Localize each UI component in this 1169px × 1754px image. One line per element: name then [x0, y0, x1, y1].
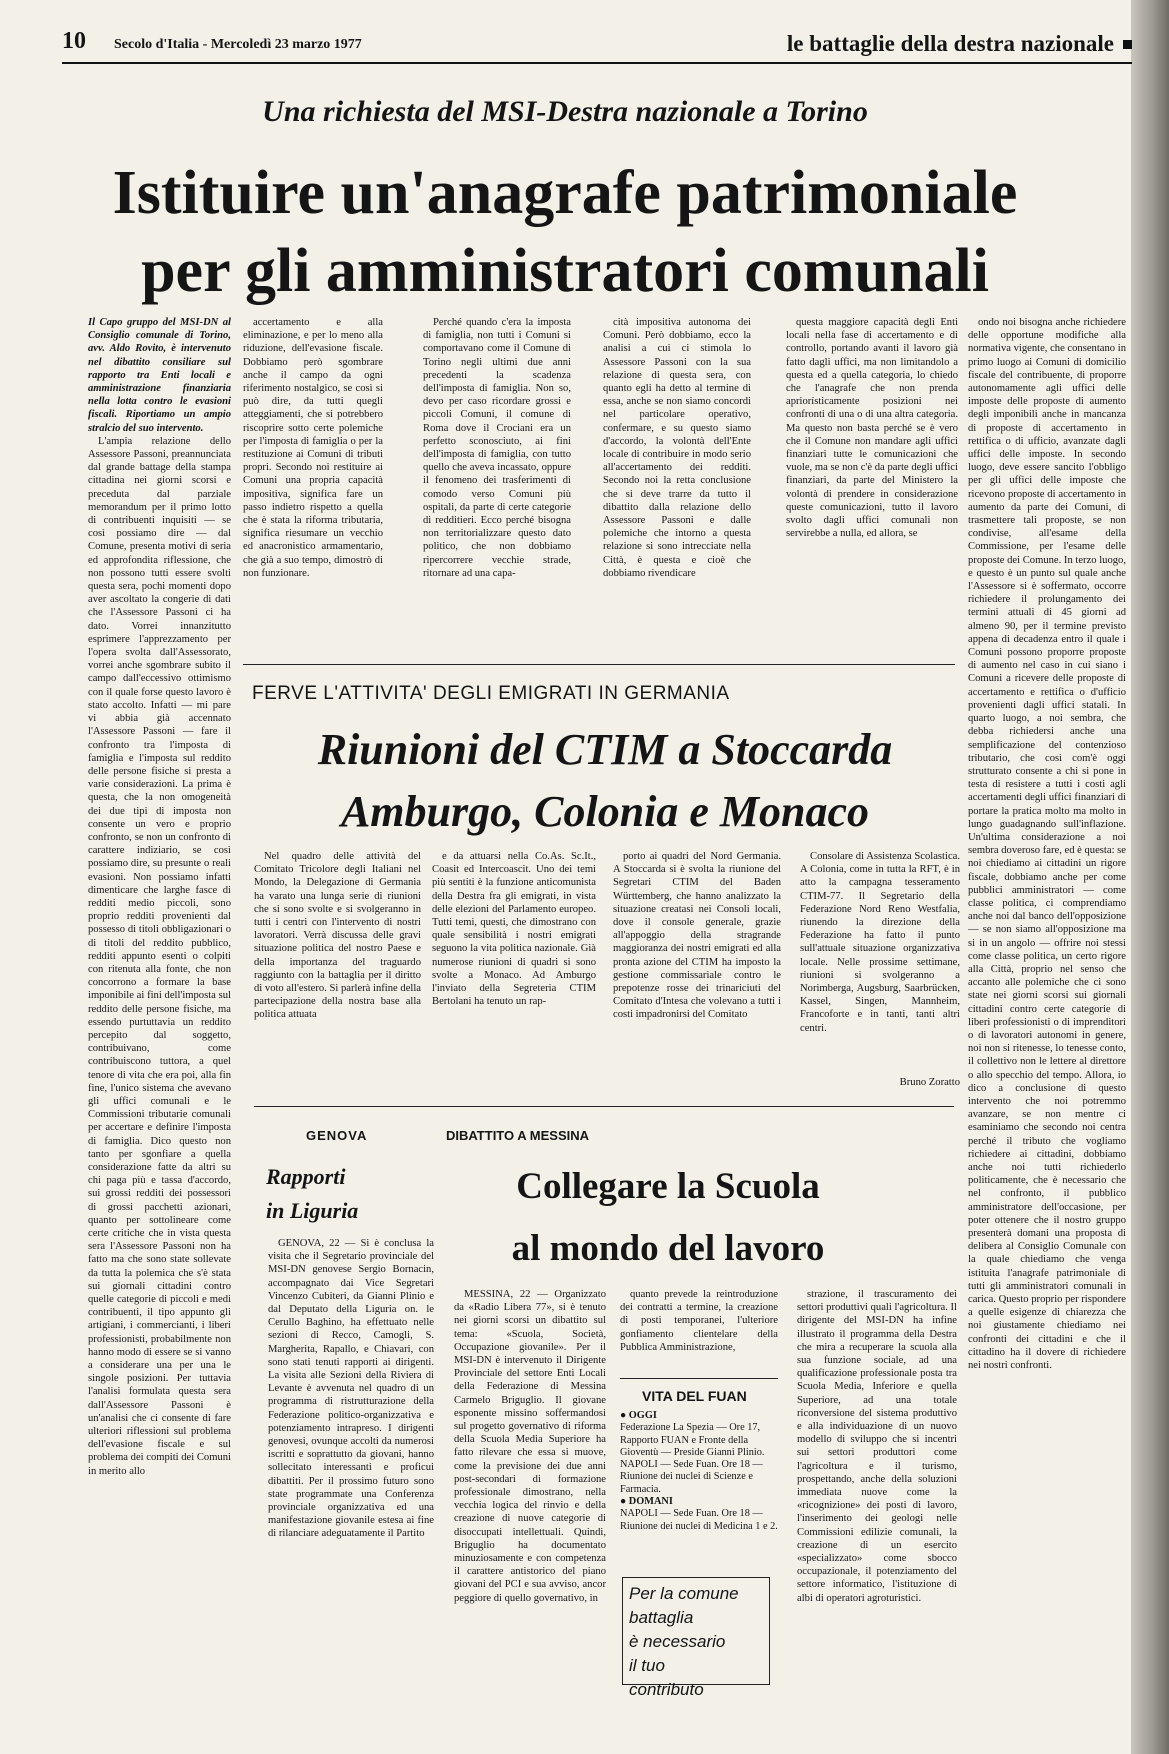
main-column-2 — [243, 316, 383, 640]
ctim-signature: Bruno Zoratto — [899, 1077, 960, 1088]
ctim-headline-line2: Amburgo, Colonia e Monaco — [340, 787, 870, 836]
messina-headline-line1: Collegare la Scuola — [516, 1166, 820, 1207]
main-body-col3: Perché quando c'era la imposta di famiglia, non tutti i Comuni si comportavano come il Comune di Torino negli ultimi due anni precedenti la scadenza dell'imposta di famiglia. Non so, devo per caso ricordare grossi e piccoli Comuni, il comune di Roma dove il Crociani era un perfetto sconosciuto, ai fini dell'imposta di famiglia, con tutto quello che aveva incassato, oppure il fenomeno dei trasferimenti di comodo verso Comuni più ospitali, da parte di certe categorie di redditieri. Ecco perché bisogna non territorializzare questo dato politico, che non dobbiamo ripercorrere vecchie strade, ritornare ad una capa- — [423, 317, 571, 579]
ctim-body-col4: Consolare di Assistenza Scolastica. A Colonia, come in tutta la RFT, è in atto la campagna tesseramento CTIM-77. Il Segretario della Federazione Nord Reno Westfalia, riunendo la direzione della Federazione ha fatto il punto sull'attuale situazione organizzativa locale. Nelle prossime settimane, riunioni si svolgeranno a Norimberga, Augsburg, Saarbrücken, Kassel, Singen, Mannheim, Francoforte e in tanti, tanti altri centri. — [800, 851, 960, 1034]
ctim-strap: FERVE L'ATTIVITA' DEGLI EMIGRATI IN GERMANIA — [252, 683, 730, 704]
box-line-4: il tuo — [629, 1656, 665, 1675]
messina-headline-line2: al mondo del lavoro — [511, 1228, 825, 1269]
main-column-3 — [423, 316, 571, 640]
section-title: le battaglie della destra nazionale — [786, 31, 1114, 56]
ctim-column-4 — [800, 850, 960, 1076]
main-body-col5: questa maggiore capacità degli Enti locali nella fase di accertamento e di controllo, portando avanti il lavoro già fatto dagli uffici, ma non limitandolo a questa ed a quella categoria, lo chiedo che l'anagrafe che non prenda apriorísticamente posizioni nei confronti di una o di una altra categoria. Ma questo non basta perché se è vero che il Comune non mandare agli uffici finanziari tutte le comunicazioni che vuole, ma se non c'è da parte degli uffici finanziari, da parte del Ministero la volontà di prendere in considerazione queste comunicazioni, tutto il lavoro svolto dagli uffici comunali non servirebbe a nulla, ed allora, se — [786, 317, 958, 540]
messina-body-col1: MESSINA, 22 — Organizzato da «Radio Libera 77», si è tenuto nei giorni scorsi un dibattito sul tema: «Scuola, Società, Occupazione giovanile». Per il MSI-DN è intervenuto il Dirigente Provinciale del settore Enti Locali della Federazione di Messina Carmelo Briguglio. Il giovane esponente missino soffermandosi sul progetto governativo di riforma della Scuola Media Superiore ha fatto rilevare che essa si muove, come la previsione dei due anni post-secondari di formazione professionale dimostrano, nella vecchia logica del rinvio e della creazione di nuove categorie di disoccupati intellettuali. Quindi, Briguglio ha documentato minuziosamente e con competenza il carattere antistorico del piano giovani del PCI e sua avviso, ancor peggiore di quello governativo, in — [454, 1289, 606, 1604]
fuan-title: VITA DEL FUAN — [642, 1388, 747, 1404]
ctim-signature-box — [860, 1076, 960, 1092]
bullet-icon: ● — [620, 1496, 629, 1508]
fuan-oggi-label: OGGI — [628, 1410, 657, 1421]
main-column-1 — [88, 316, 231, 1716]
divider-rule — [243, 664, 955, 665]
ctim-column-1 — [254, 850, 421, 1090]
main-body-col6: ondo noi bisogna anche richiedere delle opportune modifiche alla normativa vigente, che consentano in primo luogo ai Comuni di domicilio fiscale del contribuente, di proporre autonomamente agli uffici delle imposte delle proposte di aumento degli imponibili anche in mancanza di proposte di accertamento in rettifica o di ufficio, avanzate dagli uffici delle imposte. In secondo luogo, deve essere sancito l'obbligo per gli uffici delle imposte che ricevono proposte di accertamento in aumento da parte dei Comuni, di trasmettere tali proposte, se non condivise, all'esame della Commissione, per l'esame delle proposte dei Comune. In terzo luogo, e questo è un punto sul quale anche l'Assessore si è soffermato, occorre richiedere il prolungamento dei termini attuali di 45 giorni ad almeno 90, per il termine previsto appena di decadenza entro il quale i Comuni possono proporre proposte di aumento nel caso in cui siano i Comuni a ricevere delle proposte di accertamento e rettifica o d'ufficio provenienti dagli uffici statali. In quarto luogo, a noi sembra, che debba richiedersi anche una semplificazione del contenzioso tributario, che così com'è oggi strutturato consente a chi si pone in testa di resistere a tutti i costi agli accertamenti degli uffici finanziari di portare la pratica molto ma molto in lungo guadagnando sull'inflazione. Un'ultima considerazione a noi sembra doveroso fare, ed è questa: se noi chiediamo ai cittadini un rigore fiscale, dobbiamo anche per come pubblici amministratori — come classe politica, ci comprendiamo anche noi dal banco dell'opposizione — se non siamo all'opposizione ma si in un angolo — offrire noi stessi come classe politica, un certo rigore alla Città, proprio nel senso che accanto alle polemiche che ci sono state nei giorni scorsi sui giornali cittadini contro certe categorie di liberi professionisti o di imprenditori o di lavoratori autonomi in genere, noi non si ritenesse, lo tenesse conto, il collettivo non le lettere al direttore o allo specchio del tempo. Allora, io dico a conclusione di questo intervento che noi potremmo avanzare, se non mentre ci esaminiamo che secondo noi centra perché il tributo che vogliamo richiedere ai cittadini, dobbiamo anche noi tutti richiederlo politicamente, che è necessario che nel confronto, il pubblico amministratore dell'occasione, per poter ottenere che il nostro gruppo presenterà domani una proposta di delibera al Consiglio Comunale con la quale chiediamo che venga istituita l'anagrafe patrimoniale di tutti gli amministratori comunali in carica. Questo proprio per rispondere a quelle esigenze di chiarezza che noi giustamente chiediamo nei confronti dei cittadini e che il cittadino ha il dovere di richiedere nei nostri confronti. — [968, 317, 1126, 1372]
messina-column-3 — [797, 1288, 957, 1708]
main-headline-line2: per gli amministratori comunali — [141, 237, 989, 305]
main-lead: Il Capo gruppo del MSI-DN al Consiglio comunale di Torino, avv. Aldo Rovito, è intervenuto nel dibattito consiliare sul rapporto tra Enti locali e amministrazione finanziaria nella lotta contro le evasioni fiscali. Riportiamo un ampio stralcio del suo intervento. — [88, 317, 231, 434]
ctim-body-col2: e da attuarsi nella Co.As. Sc.It., Coasit ed Intercoascit. Uno dei temi più sentiti è la funzione anticomunista della Destra fra gli emigrati, in vista delle elezioni del Parlamento europeo. Tutti temi, questi, che dimostrano con quale sensibilità i nostri emigrati seguono la vita politica nazionale. Già numerose riunioni di quadri si sono svolte a Monaco. Ad Amburgo l'inviato della Segreteria CTIM Bertolani ha tenuto un rap- — [432, 851, 596, 1008]
messina-column-1 — [454, 1288, 606, 1708]
ctim-column-3 — [613, 850, 781, 1090]
genova-body: GENOVA, 22 — Si è conclusa la visita che il Segretario provinciale del MSI-DN genovese Sergio Bornacin, accompagnato dai Vice Segretari Vincenzo Cubiteri, da Gianni Plinio e dal Deputato della Liguria on. le Cerullo Baghino, ha effettuato nelle sezioni di Recco, Camogli, S. Margherita, Rapallo, e Chiavari, con sono stati tenuti rapporti ai dirigenti. La visita alle Sezioni della Riviera di Levante è avvenuta nel quadro di un programma di ristrutturazione della Federazione politico-organizzativa e potenziamento intrapreso. I dirigenti genovesi, ovunque accolti da numerosi iscritti e soprattutto da giovani, hanno sollecitato interessanti e proficui dibattiti. Per il prossimo futuro sono state programmate una Conferenza provinciale organizzativa ed una manifestazione giovanile estesa ai fine di rilanciare adeguatamente il Partito — [268, 1238, 434, 1540]
page-number: 10 — [62, 28, 86, 54]
genova-kicker: GENOVA — [306, 1128, 368, 1143]
messina-column-2 — [620, 1288, 778, 1370]
fuan-domani-label: DOMANI — [628, 1496, 673, 1508]
fuan-notices — [620, 1410, 778, 1533]
ctim-body-col1: Nel quadro delle attività del Comitato Tricolore degli Italiani nel Mondo, la Delegazione di Germania ha varato una lunga serie di riunioni che si sono svolte e si svolgeranno in tutti i centri con l'intervento di nostri lavoratori. Verrà discussa delle gravi situazione politica del nostro Paese e della importanza del traguardo raggiunto con la battaglia per il diritto di voto all'estero. Si parlerà infine della partecipazione della nostra base alla politica attuata — [254, 851, 421, 1021]
main-column-5 — [786, 316, 958, 640]
contribution-box — [622, 1577, 770, 1699]
messina-kicker: DIBATTITO A MESSINA — [446, 1128, 589, 1143]
ctim-column-2 — [432, 850, 596, 1090]
ctim-body-col3: porto ai quadri del Nord Germania. A Stoccarda si è svolta la riunione del Segretari CTIM del Baden Württemberg, che hanno analizzato la situazione creatasi nei Consoli locali, dove il console generale, grazie all'appoggio della stragrande maggioranza dei nostri emigrati ed alla pronta azione del CTIM ha imposto la gestione commissariale contro le prepotenze rosse dei trinariciuti del Comitato d'Intesa che volevano a tutti i costi impadronirsi del Comitato — [613, 851, 781, 1021]
main-body-col2: accertamento e alla eliminazione, e per lo meno alla riduzione, dell'evasione fiscale. Dobbiamo però sgombrare anche il campo da ogni riferimento nostalgico, se così si può dire, da tutti quegli atteggiamenti, che si potrebbero riscoprire sotto certe polemiche per l'imposta di famiglia o per la restituzione ai Comuni di tributi propri. Secondo noi restituire ai Comuni una propria capacità impositiva, significa fare un passo indietro rispetto a quella che è stata la riforma tributaria, significa riesumare un vecchio ed anacronistico armamentario, che già a suo tempo, dimostrò di non funzionare. — [243, 317, 383, 579]
box-line-1: Per la comune — [629, 1584, 739, 1603]
ctim-headline-line1: Riunioni del CTIM a Stoccarda — [317, 725, 893, 774]
box-line-5: contributo — [629, 1680, 704, 1699]
fuan-oggi-text: Federazione La Spezia — Ore 17, Rapporto FUAN e Fronte della Gioventù — Preside Gianni Plinio. NAPOLI — Sede Fuan. Ore 18 — Riunione dei nuclei di Scienze e Farmacia. — [620, 1422, 765, 1495]
genova-headline — [266, 1160, 358, 1228]
box-line-3: è necessario — [629, 1632, 726, 1651]
genova-headline-line2: in Liguria — [266, 1198, 359, 1223]
main-kicker: Una richiesta del MSI-Destra nazionale a Torino — [262, 95, 868, 128]
divider-rule-2 — [254, 1106, 954, 1107]
main-column-4 — [603, 316, 751, 640]
paper-dateline: Secolo d'Italia - Mercoledì 23 marzo 1977 — [114, 37, 362, 52]
messina-body-col3: strazione, il trascuramento dei settori produttivi quali l'agricoltura. Il dirigente del MSI-DN ha infine illustrato il programma della Destra che mira a recuperare la scuola alla sua funzione sociale, ad una qualificazione professionale posta tra Scuola Media, Inferiore e quella Superiore, ad una totale riconversione del sistema produttivo e alla individuazione di un nuovo modello di sviluppo che si incentri sui settori produttori come l'agricoltura e il turismo, prospettando, anche della soluzioni immediata nuove come la «ricognizione» dei posti di lavoro, l'inserimento dei geologi nelle Commissioni edilizie comunali, la creazione di un esercito «specializzato» come sbocco occupazionale, il potenziamento del settore informatico, l'istituzione di albi di operatori agroturistici. — [797, 1289, 957, 1604]
main-body-col4: cità impositiva autonoma dei Comuni. Però dobbiamo, ecco la analisi a cui ci stimola lo Assessore Passoni con la sua relazione di questa sera, con quanto egli ha detto al termine di essa, anche se non siamo concordi nel particolare operativo, confermare, e su questo siamo d'accordo, la volontà dell'Ente locale di contribuire in modo serio all'accertamento dei redditi. Secondo noi la retta conclusione che si deve trarre da tutto il dibattito dalla relazione dello Assessore Passoni e dalle polemiche che intorno a questa relazione si sono intrecciate nella Città, è questa e cioè che dobbiamo rivendicare — [603, 317, 751, 579]
masthead — [62, 28, 1132, 64]
genova-headline-line1: Rapporti — [266, 1164, 346, 1189]
fuan-top-rule — [620, 1378, 778, 1379]
page-edge-shadow — [1131, 0, 1169, 1754]
genova-column — [268, 1237, 434, 1709]
main-headline-line1: Istituire un'anagrafe patrimoniale — [112, 159, 1018, 227]
bullet-icon: ● — [620, 1410, 629, 1421]
main-column-6 — [968, 316, 1126, 1716]
messina-body-col2: quanto prevede la reintroduzione dei contratti a termine, la creazione di posti temporanei, l'ulteriore gonfiamento clientelare della Pubblica Amministrazione, — [620, 1289, 778, 1353]
fuan-domani-text: NAPOLI — Sede Fuan. Ore 18 — Riunione dei nuclei di Medicina 1 e 2. — [620, 1508, 778, 1532]
box-line-2: battaglia — [629, 1608, 694, 1627]
main-body-col1: L'ampia relazione dello Assessore Passoni, preannunciata dal grande battage della stampa cittadina nei giorni scorsi e preceduta dal parziale memorandum per il primo lotto di contribuenti inquisiti — se così possiamo dire — dal Comune, presenta motivi di seria ed approfondita riflessione, che non possono tutti essere svolti questa sera, pochi momenti dopo aver ascoltato la congerie di dati che l'Assessore Passoni ci ha dato. Vorrei innanzitutto esprimere l'apprezzamento per l'opera svolta dall'Assessorato, vorrei anche sgombrare subito il campo dall'eccessivo ottimismo con il quale forse questo lavoro è stato accolto. Infatti — mi pare vi abbia già accennato l'Assessore Passoni — fare il confronto tra l'imposta di famiglia e l'imposta sul reddito delle persone fisiche si presta a varie considerazioni. La prima è questa, che la non omogeneità dei due tipi di imposta non consente un vero e proprio confronto, se non un confronto di carattere indiziario, se così possiamo dire, su presunte o reali evasioni. Non possiamo infatti dimenticare che larghe fasce di redditi medio piccoli, sono proprio redditi provenienti dal possesso di titoli obbligazionari o di titoli del reddito pubblico, redditi appunto esenti o colpiti con ritenuta alla fonte, che non concorrono a formare la base imponibile ai fini dell'imposta sul reddito delle persone fisiche, ma essendo purtuttavia un reddito percepito dal soggetto, contribuivano, come contribuiscono tuttora, a quel tenore di vita che era poi, alla fin fine, l'unico sistema che avevano gli uffici comunali e le Commissioni tributarie comunali per accertare e definire l'imposta di famiglia. Dico questo non tanto per sgonfiare a quella considerazione fatte da altri su chi paga più e tassa d'accordo, sui grossi redditi dei possessori di grossi pacchetti azionari, quanto per sottolineare come certe critiche che in vista questa sera l'Assessore Passoni non ha fatto ma che sono state sollevate da tutta la polemica che s'è stata sui giornali cittadini contro quelle categorie di piccoli e medi contribuenti, il tipo appunto gli artigiani, i commercianti, i liberi professionisti, probabilmente non hanno modo di essere se si vanno a considerare una per una le singole posizioni. Per tuttavia l'analisi formulata questa sera dall'Assessore Passoni è un'analisi che ci consente di fare ulteriori riflessioni sul problema dell'evasione fiscale e sul problema dei compiti dei Comuni in merito allo — [88, 435, 231, 1477]
section-bullet-icon — [1123, 40, 1132, 49]
